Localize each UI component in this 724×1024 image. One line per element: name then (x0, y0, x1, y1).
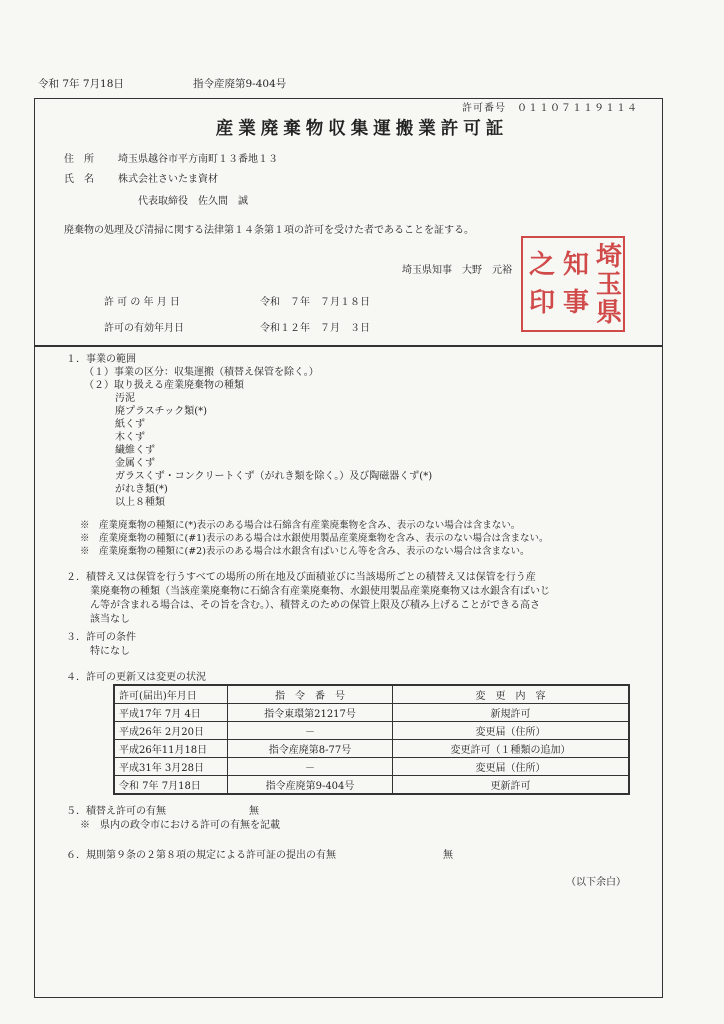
note-mercury-products: ※ 産業廃棄物の種類に(#1)表示のある場合は水銀使用製品産業廃棄物を含み、表示のない場合は含まない。 (80, 533, 549, 544)
table-cell: 更新許可 (393, 776, 630, 795)
representative: 代表取締役 佐久間 誠 (138, 196, 248, 207)
closing-note: （以下余白） (566, 877, 626, 888)
table-cell: 平成26年 2月20日 (114, 722, 228, 740)
table-cell: 変更許可（１種類の追加） (393, 740, 630, 758)
name-label: 氏 名 (64, 174, 94, 185)
section5-note: ※ 県内の政令市における許可の有無を記載 (80, 820, 280, 831)
section3-value: 特になし (90, 646, 130, 657)
table-cell: 令和 7年 7月18日 (114, 776, 228, 795)
waste-type-item: 金属くず (115, 458, 155, 469)
table-cell: 指令東環第21217号 (228, 704, 393, 722)
note-mercury-dust: ※ 産業廃棄物の種類に(#2)表示のある場合は水銀含有ばいじん等を含み、表示のない場合は含まない。 (80, 546, 530, 557)
table-cell: 指令産廃第9-404号 (228, 776, 393, 795)
section2-line: ２．積替え又は保管を行うすべての場所の所在地及び面積並びに当該場所ごとの積替え又は保管を行う産 (66, 572, 536, 583)
table-cell: 変更届（住所） (393, 722, 630, 740)
table-cell: － (228, 722, 393, 740)
seal-char: 知 (563, 250, 590, 280)
note-asbestos: ※ 産業廃棄物の種類に(*)表示のある場合は石綿含有産業廃棄物を含み、表示のない場合は含まない。 (80, 520, 521, 531)
waste-type-item: ガラスくず・コンクリートくず（がれき類を除く。）及び陶磁器くず(*) (115, 471, 433, 482)
section6-value: 無 (443, 850, 453, 861)
page-title: 産業廃棄物収集運搬業許可証 (215, 119, 509, 139)
section2-line: ん等が含まれる場合は、その旨を含む。）、積替えのための保管上限及び積み上げることができる高さ (90, 600, 540, 611)
table-row (114, 758, 629, 776)
table-cell: 新規許可 (393, 704, 630, 722)
header-ref: 指令産廃第9-404号 (193, 78, 287, 90)
section5-heading: ５．積替え許可の有無 (66, 806, 166, 817)
column-header: 許可(届出)年月日 (114, 685, 228, 704)
frame-divider (34, 345, 663, 347)
table-row (114, 740, 629, 758)
seal-char: 埼 (596, 242, 623, 272)
address-value: 埼玉県越谷市平方南町１３番地１３ (118, 154, 278, 165)
table-cell: 平成17年 7月 4日 (114, 704, 228, 722)
seal-char: 玉 (596, 270, 623, 300)
section3-heading: ３．許可の条件 (66, 632, 136, 643)
waste-type-item: 汚泥 (115, 393, 135, 404)
table-cell: 指令産廃第8-77号 (228, 740, 393, 758)
address-label: 住 所 (64, 154, 94, 165)
section1-sub2: （２）取り扱える産業廃棄物の種類 (84, 380, 244, 391)
company-name: 株式会社さいたま資材 (118, 174, 218, 185)
issue-date-value: 令和 ７年 ７月１８日 (260, 297, 370, 308)
section1-sub1: （１）事業の区分：収集運搬（積替え保管を除く。） (84, 367, 319, 378)
section4-heading: ４．許可の更新又は変更の状況 (66, 672, 206, 683)
table-row (114, 704, 629, 722)
section2-value: 該当なし (90, 614, 130, 625)
section2-line: 業廃棄物の種類（当該産業廃棄物に石綿含有産業廃棄物、水銀使用製品産業廃棄物又は水銀含有ばいじ (90, 586, 550, 597)
seal-char: 事 (563, 288, 590, 318)
issuer: 埼玉県知事 大野 元裕 (402, 265, 512, 276)
seal-char: 印 (529, 288, 556, 318)
table-cell: － (228, 758, 393, 776)
waste-type-item: 紙くず (115, 419, 145, 430)
permit-number: 許可番号 ０１１０７１１９１１４ (462, 103, 638, 114)
issue-date-label: 許 可 の 年 月 日 (104, 297, 180, 308)
waste-type-total: 以上８種類 (115, 497, 165, 508)
table-row (114, 722, 629, 740)
column-header: 変 更 内 容 (393, 685, 630, 704)
column-header: 指 令 番 号 (228, 685, 393, 704)
waste-type-item: 繊維くず (115, 445, 155, 456)
waste-type-item: がれき類(*) (115, 484, 168, 495)
table-cell: 平成26年11月18日 (114, 740, 228, 758)
seal-char: 県 (596, 298, 623, 328)
valid-date-value: 令和１２年 ７月 ３日 (260, 323, 370, 334)
history-table (113, 684, 630, 795)
table-cell: 平成31年 3月28日 (114, 758, 228, 776)
valid-date-label: 許可の有効年月日 (104, 323, 184, 334)
seal-char: 之 (529, 250, 556, 280)
certify-text: 廃棄物の処理及び清掃に関する法律第１４条第１項の許可を受けた者であることを証する。 (64, 225, 474, 236)
table-cell: 変更届（住所） (393, 758, 630, 776)
section1-heading: １．事業の範囲 (66, 354, 136, 365)
section5-value: 無 (249, 806, 259, 817)
waste-type-item: 木くず (115, 432, 145, 443)
official-seal (521, 236, 625, 332)
header-date: 令和 7年 7月18日 (38, 78, 124, 90)
section6-heading: ６．規則第９条の２第８項の規定による許可証の提出の有無 (66, 850, 336, 861)
table-header-row (114, 685, 629, 704)
table-row (114, 776, 629, 795)
waste-type-item: 廃プラスチック類(*) (115, 406, 208, 417)
